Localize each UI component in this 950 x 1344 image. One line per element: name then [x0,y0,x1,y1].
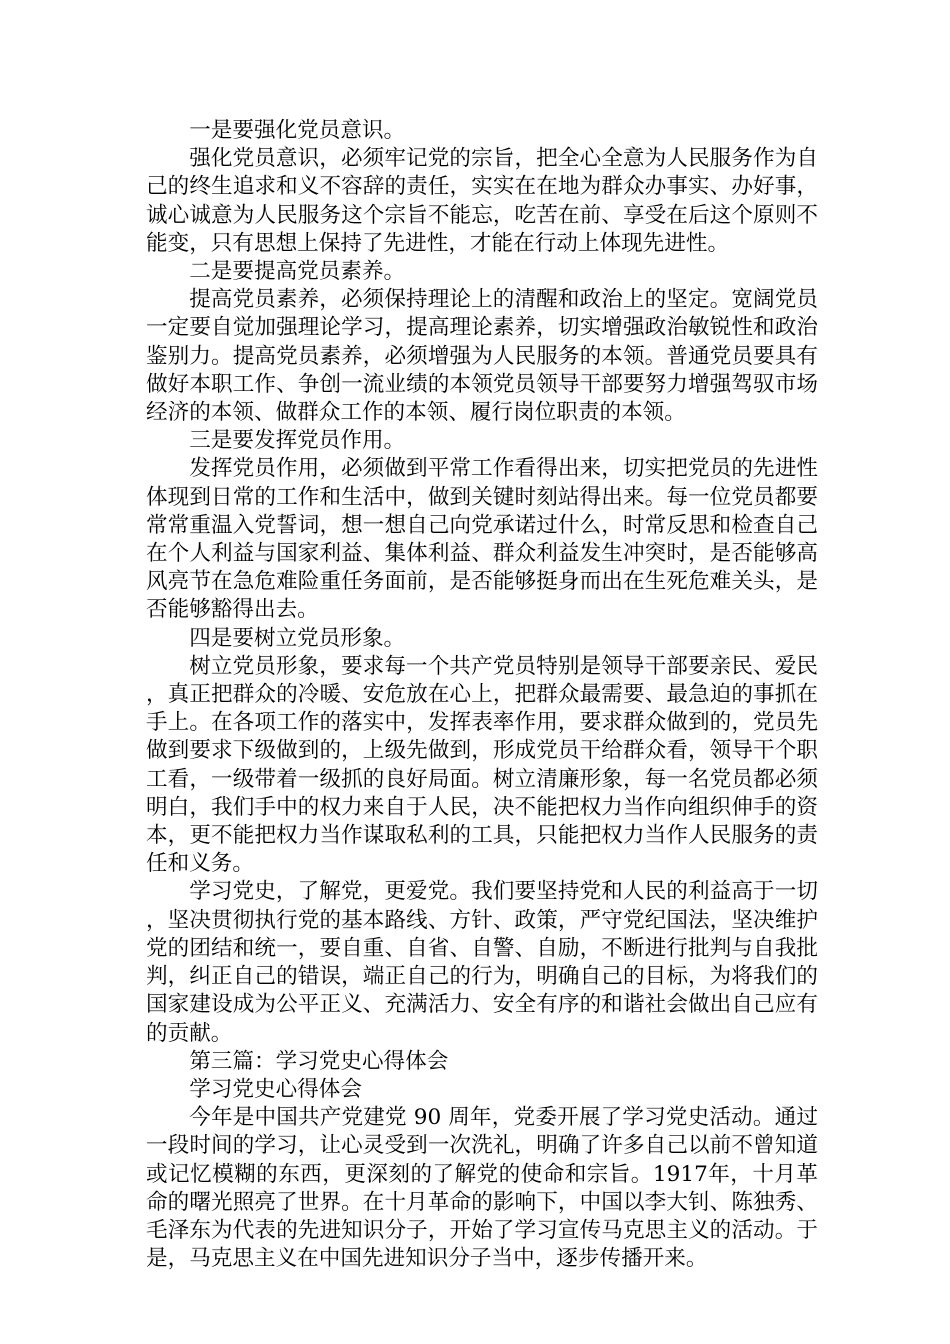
body-paragraph-6: 今年是中国共产党建党 90 周年，党委开展了学习党史活动。通过一段时间的学习，让心灵受到一次洗礼，明确了许多自己以前不曾知道或记忆模糊的东西，更深刻的了解党的使命和宗旨。1917年，十月革命的曙光照亮了世界。在十月革命的影响下，中国以李大钊、陈独秀、毛泽东为代表的先进知识分子，开始了学习宣传马克思主义的活动。于是，马克思主义在中国先进知识分子当中，逐步传播开来。 [146,1105,818,1272]
section-heading-1: 一是要强化党员意识。 [189,118,406,143]
body-paragraph-5: 学习党史，了解党，更爱党。我们要坚持党和人民的利益高于一切，坚决贯彻执行党的基本路线、方针、政策，严守党纪国法，坚决维护党的团结和统一，要自重、自省、自警、自励，不断进行批判与自我批判，纠正自己的错误，端正自己的行为，明确自己的目标，为将我们的国家建设成为公平正义、充满活力、安全有序的和谐社会做出自己应有的贡献。 [146,879,818,1046]
body-paragraph-1: 强化党员意识，必须牢记党的宗旨，把全心全意为人民服务作为自己的终生追求和义不容辞的责任，实实在在地为群众办事实、办好事，诚心诚意为人民服务这个宗旨不能忘，吃苦在前、享受在后这个原则不能变，只有思想上保持了先进性，才能在行动上体现先进性。 [146,146,818,256]
section-heading-3: 三是要发挥党员作用。 [189,428,406,454]
section-heading-4: 四是要树立党员形象。 [189,625,406,651]
document-page [146,117,818,1273]
body-paragraph-3: 发挥党员作用，必须做到平常工作看得出来，切实把党员的先进性体现到日常的工作和生活中，做到关键时刻站得出来。每一位党员都要常常重温入党誓词，想一想自己向党承诺过什么，时常反思和检查自己在个人利益与国家利益、集体利益、群众利益发生冲突时，是否能够高风亮节在急危难险重任务面前，是否能够挺身而出在生死危难关头，是否能够豁得出去。 [146,456,818,623]
section-heading-2: 二是要提高党员素养。 [189,259,406,285]
chapter-title: 第三篇：学习党史心得体会 [189,1048,449,1074]
article-title: 学习党史心得体会 [189,1076,362,1102]
body-paragraph-4: 树立党员形象，要求每一个共产党员特别是领导干部要亲民、爱民，真正把群众的冷暖、安危放在心上，把群众最需要、最急迫的事抓在手上。在各项工作的落实中，发挥表率作用，要求群众做到的，党员先做到要求下级做到的，上级先做到，形成党员干给群众看，领导干个职工看，一级带着一级抓的良好局面。树立清廉形象，每一名党员都必须明白，我们手中的权力来自于人民，决不能把权力当作向组织伸手的资本，更不能把权力当作谋取私利的工具，只能把权力当作人民服务的责任和义务。 [146,653,818,877]
body-paragraph-2: 提高党员素养，必须保持理论上的清醒和政治上的坚定。宽阔党员一定要自觉加强理论学习，提高理论素养，切实增强政治敏锐性和政治鉴别力。提高党员素养，必须增强为人民服务的本领。普通党员要具有做好本职工作、争创一流业绩的本领党员领导干部要努力增强驾驭市场经济的本领、做群众工作的本领、履行岗位职责的本领。 [146,287,818,426]
